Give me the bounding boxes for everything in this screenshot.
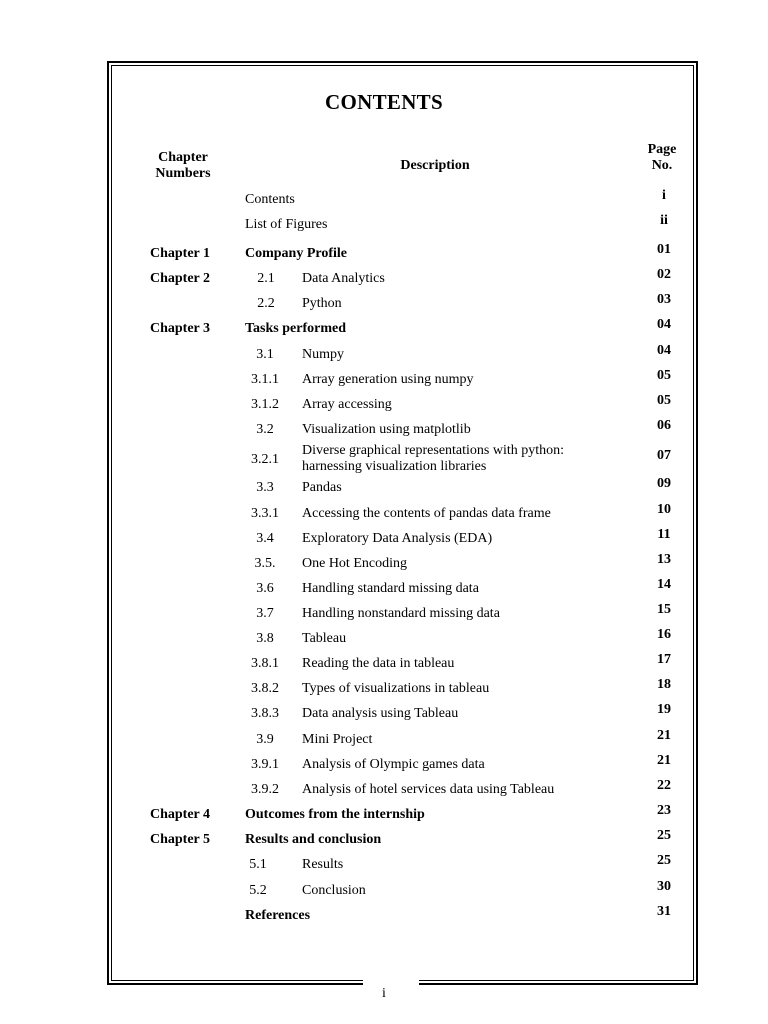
toc-page-number: 07 — [657, 448, 671, 463]
toc-row-list-of-figures — [0, 213, 768, 234]
toc-chapter-label: Chapter 4 — [150, 807, 211, 822]
toc-entry-text: Handling nonstandard missing data — [302, 606, 500, 621]
toc-section-number: 2.1 — [257, 271, 275, 286]
toc-row-3-1-2 — [0, 393, 768, 414]
toc-page-number: ii — [660, 213, 668, 228]
toc-entry-text: Array generation using numpy — [302, 372, 474, 387]
toc-chapter-label: Chapter 5 — [150, 832, 211, 847]
toc-row-2-1 — [0, 267, 768, 288]
toc-entry-text: Data analysis using Tableau — [302, 706, 459, 721]
toc-row-3-8 — [0, 627, 768, 648]
toc-row-contents — [0, 188, 768, 209]
toc-row-chapter-1 — [0, 242, 768, 263]
toc-row-3-3 — [0, 476, 768, 497]
toc-page-number: 13 — [657, 552, 671, 567]
toc-section-number: 2.2 — [257, 296, 275, 311]
toc-page-number: 06 — [657, 418, 671, 433]
toc-entry-text: Results — [302, 857, 344, 872]
toc-entry-text: Analysis of hotel services data using Tableau — [302, 782, 555, 797]
toc-section-number: 3.9.2 — [251, 782, 279, 797]
toc-section-number: 3.1.2 — [251, 397, 279, 412]
toc-row-3-8-2 — [0, 677, 768, 698]
toc-row-chapter-4 — [0, 803, 768, 824]
toc-entry-text-line2: harnessing visualization libraries — [302, 459, 487, 474]
toc-section-number: 3.2.1 — [251, 452, 279, 467]
toc-entry-text: Mini Project — [302, 732, 373, 747]
toc-page-number: 22 — [657, 778, 671, 793]
toc-section-number: 3.4 — [256, 531, 274, 546]
toc-section-number: 3.8 — [256, 631, 274, 646]
page-title: CONTENTS — [325, 90, 443, 114]
toc-entry-text: Python — [302, 296, 342, 311]
toc-chapter-label: Chapter 1 — [150, 246, 211, 261]
toc-entry-text: List of Figures — [245, 217, 328, 232]
toc-entry-text: Handling standard missing data — [302, 581, 479, 596]
toc-entry-text: Tasks performed — [245, 321, 346, 336]
toc-section-number: 3.9.1 — [251, 757, 279, 772]
toc-page-number: 18 — [657, 677, 671, 692]
toc-row-3-6 — [0, 577, 768, 598]
toc-row-3-3-1 — [0, 502, 768, 523]
header-page-number: Page No. — [647, 142, 677, 173]
toc-row-references — [0, 904, 768, 925]
toc-row-2-2 — [0, 292, 768, 313]
toc-row-5-1 — [0, 853, 768, 874]
toc-page-number: 02 — [657, 267, 671, 282]
toc-row-3-7 — [0, 602, 768, 623]
toc-section-number: 3.2 — [256, 422, 274, 437]
toc-row-3-8-3 — [0, 702, 768, 723]
toc-entry-text-line1: Diverse graphical representations with python: — [302, 443, 565, 458]
toc-row-3-5 — [0, 552, 768, 573]
toc-page-number: 11 — [657, 527, 671, 542]
toc-section-number: 3.5. — [254, 556, 276, 571]
toc-page-number: 04 — [657, 343, 671, 358]
toc-entry-text: Accessing the contents of pandas data frame — [302, 506, 551, 521]
toc-page-number: 09 — [657, 476, 671, 491]
toc-entry-text: Company Profile — [245, 246, 348, 261]
toc-section-number: 3.8.2 — [251, 681, 279, 696]
toc-page-number: 04 — [657, 317, 671, 332]
toc-section-number: 3.9 — [256, 732, 274, 747]
toc-section-number: 3.7 — [256, 606, 274, 621]
toc-row-3-1 — [0, 343, 768, 364]
toc-page-number: 30 — [657, 879, 671, 894]
header-chapter-numbers: Chapter Numbers — [155, 150, 211, 181]
header-description: Description — [400, 158, 470, 173]
toc-entry-text: Visualization using matplotlib — [302, 422, 471, 437]
toc-row-3-2 — [0, 418, 768, 439]
toc-entry-text: Types of visualizations in tableau — [302, 681, 490, 696]
toc-chapter-label: Chapter 2 — [150, 271, 211, 286]
toc-section-number: 3.6 — [256, 581, 274, 596]
toc-entry-text: Analysis of Olympic games data — [302, 757, 485, 772]
toc-entry-text: Results and conclusion — [245, 832, 382, 847]
toc-entry-text — [302, 443, 564, 475]
toc-section-number: 5.1 — [249, 857, 267, 872]
page-number-footer: i — [382, 986, 386, 1001]
toc-page-number: i — [662, 188, 666, 203]
toc-row-chapter-5 — [0, 828, 768, 849]
toc-section-number: 3.8.1 — [251, 656, 279, 671]
toc-row-5-2 — [0, 879, 768, 900]
toc-page-number: 25 — [657, 853, 671, 868]
toc-page-number: 10 — [657, 502, 671, 517]
toc-page-number: 14 — [657, 577, 671, 592]
toc-row-chapter-3 — [0, 317, 768, 338]
toc-page-number: 05 — [657, 368, 671, 383]
toc-entry-text: Conclusion — [302, 883, 366, 898]
toc-section-number: 3.3.1 — [251, 506, 279, 521]
toc-entry-text: Exploratory Data Analysis (EDA) — [302, 531, 493, 546]
toc-row-3-8-1 — [0, 652, 768, 673]
toc-row-3-2-1 — [0, 443, 768, 474]
toc-page-number: 21 — [657, 728, 671, 743]
toc-entry-text: Numpy — [302, 347, 344, 362]
toc-row-3-9-2 — [0, 778, 768, 799]
toc-page-number: 25 — [657, 828, 671, 843]
toc-page-number: 15 — [657, 602, 671, 617]
toc-section-number: 5.2 — [249, 883, 267, 898]
toc-section-number: 3.8.3 — [251, 706, 279, 721]
toc-row-3-1-1 — [0, 368, 768, 389]
toc-entry-text: Data Analytics — [302, 271, 385, 286]
toc-chapter-label: Chapter 3 — [150, 321, 211, 336]
toc-entry-text: References — [245, 908, 311, 923]
toc-entry-text: Tableau — [302, 631, 347, 646]
toc-page-number: 03 — [657, 292, 671, 307]
toc-entry-text: Reading the data in tableau — [302, 656, 455, 671]
toc-entry-text: Pandas — [302, 480, 342, 495]
toc-section-number: 3.3 — [256, 480, 274, 495]
toc-section-number: 3.1 — [256, 347, 274, 362]
toc-page-number: 17 — [657, 652, 671, 667]
toc-row-3-9-1 — [0, 753, 768, 774]
toc-page-number: 01 — [657, 242, 671, 257]
toc-page-number: 16 — [657, 627, 671, 642]
toc-row-3-4 — [0, 527, 768, 548]
toc-entry-text: Array accessing — [302, 397, 392, 412]
toc-entry-text: One Hot Encoding — [302, 556, 407, 571]
toc-page-number: 23 — [657, 803, 671, 818]
toc-page-number: 31 — [657, 904, 671, 919]
toc-page-number: 05 — [657, 393, 671, 408]
toc-entry-text: Outcomes from the internship — [245, 807, 425, 822]
toc-page-number: 19 — [657, 702, 671, 717]
toc-entry-text: Contents — [245, 192, 295, 207]
toc-page-number: 21 — [657, 753, 671, 768]
toc-row-3-9 — [0, 728, 768, 749]
toc-section-number: 3.1.1 — [251, 372, 279, 387]
